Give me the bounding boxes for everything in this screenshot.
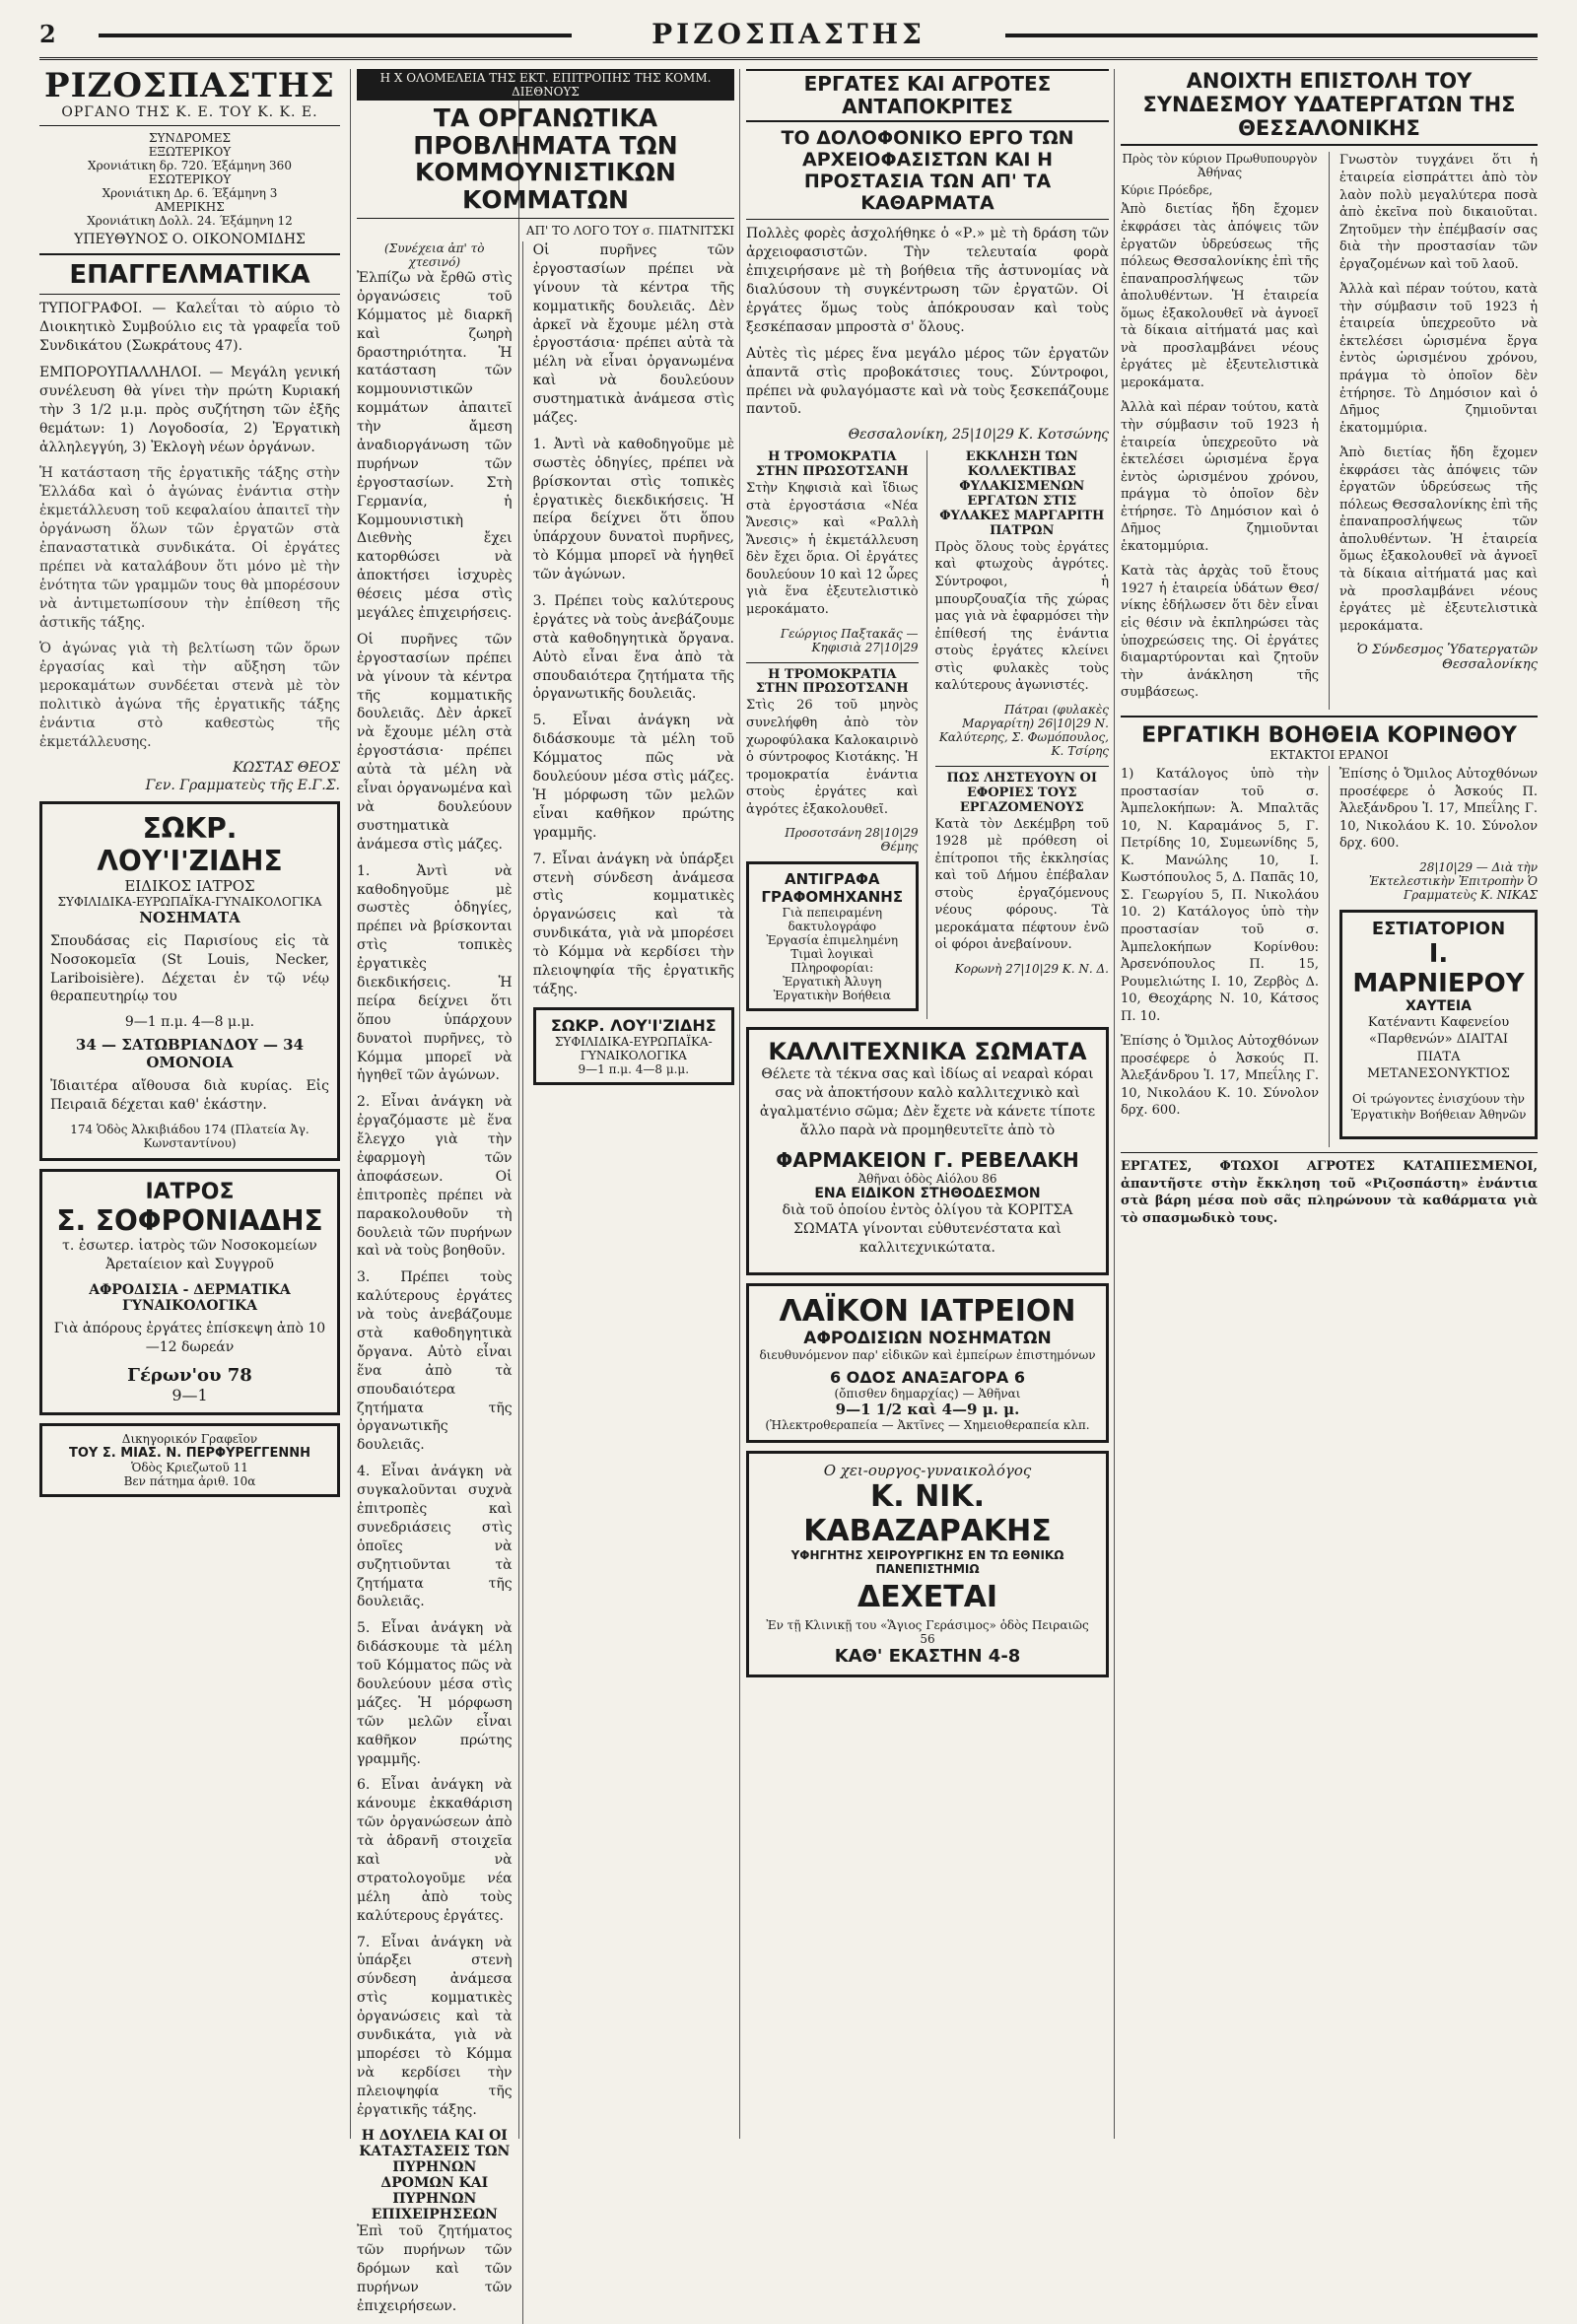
report-paragraph: Πρὸς ὅλους τοὺς ἐργάτες καὶ φτωχοὺς ἀγρότες. Σύντροφοι, ἡ μπουρζουαζία τῆς χώρας μας γιὰ νὰ ἐφαρμόσει τὴν ἐπίθεσή της ἐνάντια στοὺς ἐργάτες κλείνει στὶς φυλακὲς τοὺς καλύτερους ἀγωνιστές. — [934, 539, 1109, 694]
ad-address: Γέρων'ου 78 — [127, 1364, 252, 1386]
ad-line: Ἐργατικὴ Ἀλυγη — [783, 975, 882, 990]
article-subhead: Η ΔΟΥΛΕΙΑ ΚΑΙ ΟΙ ΚΑΤΑΣΤΑΣΕΙΣ ΤΩΝ ΠΥΡΗΝΩΝ ΔΡΟΜΩΝ ΚΑΙ ΠΥΡΗΝΩΝ ΕΠΙΧΕΙΡΗΣΕΩΝ — [359, 2127, 511, 2222]
divider — [746, 662, 919, 663]
ad-address: Ὁδὸς Κριεζωτοῦ 11 — [131, 1460, 248, 1474]
signature-role: Γεν. Γραμματεὺς τῆς Ε.Γ.Σ. — [145, 777, 340, 793]
ad-hours: ΚΑΘ' ΕΚΑΣΤΗΝ 4-8 — [834, 1646, 1021, 1668]
article-paragraph: 1. Ἀντὶ νὰ καθοδηγοῦμε μὲ σωστὲς ὁδηγίες, πρέπει νὰ βρίσκονται στὶς τοπικὲς ἐργατικὲς διεκδικήσεις. Ἡ πείρα δείχνει ὅτι ὅπου ὑπάρχουν δυνατοὶ πυρῆνες, τὸ Κόμμα μπορεῖ νὰ ἡγηθεῖ τῶν ἀγώνων. — [357, 862, 513, 1084]
continued-note: (Συνέχεια ἀπ' τὸ χτεσινό) — [384, 241, 485, 269]
section-kicker: ΕΚΤΑΚΤΟΙ ΕΡΑΝΟΙ — [1269, 748, 1389, 763]
page-number: 2 — [39, 20, 56, 48]
signature: Θεσσαλονίκη, 25|10|29 Κ. Κοτσώνης — [848, 427, 1109, 444]
divider — [935, 766, 1109, 767]
report-paragraph: Κατὰ τὸν Δεκέμβρη τοῦ 1928 μὲ πρόθεση οἱ ἐπίτροποι τῆς ἐκκλησίας καὶ τοῦ Δήμου ἐπέβαλαν στοὺς ἐργαζόμενους νέους φόρους. Τὰ μεροκάματα πέφτουν ἐνῶ οἱ φόροι ἀνεβαίνουν. — [934, 816, 1109, 953]
ad-text: τ. ἐσωτερ. ἰατρὸς τῶν Νοσοκομείων Ἀρεταίειον καὶ Συγγροῦ — [62, 1238, 317, 1272]
article-paragraph: Ἡ κατάσταση τῆς ἐργατικῆς τάξης στὴν Ἑλλάδα καὶ ὁ ἀγώνας ἐνάντια στὴν ἐκμετάλλευση τοῦ κεφαλαίου ἀπαιτεῖ τὴν ὀργάνωση ὅλων τῶν ἐργατῶν στὰ ἐπαναστατικὰ συνδικάτα. Οἱ ἐργάτες πρέπει νὰ καταλάβουν ὅτι μόνο μὲ τὴν ἑνότητα τῶν γραμμῶν τους θὰ μπορέσουν νὰ ἀντιμετωπίσουν τὴν ἐπίθεση τῆς ἀστικῆς τάξης. — [39, 465, 340, 631]
paper-subtitle: ΟΡΓΑΝΟ ΤΗΣ Κ. Ε. ΤΟΥ Κ. Κ. Ε. — [61, 103, 318, 120]
section-banner: ΕΡΓΑΤΕΣ ΚΑΙ ΑΓΡΟΤΕΣ ΑΝΤΑΠΟΚΡΙΤΕΣ — [746, 69, 1109, 122]
ad-line: Τιμαὶ λογικαὶ — [790, 947, 874, 962]
divider — [1121, 716, 1538, 718]
ad-subject: ΝΟΣΗΜΑΤΑ — [139, 908, 240, 926]
article-column — [533, 241, 734, 2324]
ad-surgeon — [746, 1451, 1109, 1677]
article-paragraph: 6. Εἶναι ἀνάγκη νὰ κάνουμε ἐκκαθάριση τῶν ὀργανώσεων ἀπὸ τὰ ἀδρανῆ στοιχεῖα καὶ νὰ στρατολογοῦμε νέα μέλη ἀπὸ τοὺς καλύτερους ἐργάτες. — [357, 1777, 513, 1924]
article-paragraph: 4. Εἶναι ἀνάγκη νὰ συγκαλοῦνται συχνὰ ἐπιτροπὲς καὶ συνεδριάσεις στὶς ὁποῖες νὰ συζητιοῦνται τὰ ζητήματα τῆς δουλειᾶς. — [357, 1464, 513, 1610]
ad-specialty: ΣΥΦΙΛΙΔΙΚΑ-ΕΥΡΩΠΑΪΚΑ-ΓΥΝΑΙΚΟΛΟΓΙΚΑ — [57, 894, 322, 909]
subscription-line: Χρονιάτικη Δολλ. 24. Έξάμηνη 12 — [87, 213, 293, 228]
subscription-heading: ΣΥΝΔΡΟΜΕΣ — [148, 130, 231, 145]
ad-hours: 9—1 — [171, 1385, 208, 1404]
ad-where: Ἐν τῇ Κλινικῇ του «Ἅγιος Γεράσιμος» ὁδὸς Πειραιῶς 56 — [766, 1618, 1089, 1647]
appeal-paragraph: ΕΡΓΑΤΕΣ, ΦΤΩΧΟΙ ΑΓΡΟΤΕΣ ΚΑΤΑΠΙΕΣΜΕΝΟΙ, ἀπαντῆστε στὴν ἔκκληση τοῦ «Ριζοσπάστη» ἐνάντια στὰ βάρη μέσα ποὺ σᾶς πληρώνουν τὰ καθάρματα γιὰ τὸ σπασμωδικὸ τους. — [1121, 1159, 1538, 1226]
divider — [357, 218, 734, 219]
ad-specialty: ΑΦΡΟΔΙΣΙΑ - ΔΕΡΜΑΤΙΚΑ ΓΥΝΑΙΚΟΛΟΓΙΚΑ — [89, 1281, 291, 1314]
article-paragraph: Οἱ πυρῆνες τῶν ἐργοστασίων πρέπει νὰ γίνουν τὰ κέντρα τῆς κομματικῆς δουλειᾶς. Δὲν ἀρκεῖ νὰ ἔχουμε μέλη στὰ ἐργοστάσια· πρέπει αὐτὰ τὰ μέλη νὰ εἶναι ὀργανωμένα καὶ νὰ δουλεύουν συστηματικὰ ἀνάμεσα στὶς μάζες. — [357, 631, 513, 853]
ad-title: ΕΣΤΙΑΤΟΡΙΟΝ — [1371, 918, 1506, 939]
ad-title: ΛΑΪΚΟΝ ΙΑΤΡΕΙΟΝ — [779, 1294, 1076, 1330]
ad-subtitle: ΑΦΡΟΔΙΣΙΩΝ ΝΟΣΗΜΑΤΩΝ — [803, 1329, 1052, 1349]
ad-line: Γιὰ πεπειραμένη δακτυλογράφο — [782, 906, 883, 934]
column-3 — [746, 69, 1109, 2139]
report-paragraph: Στὴν Κηφισιὰ καὶ ἴδιως στὰ ἐργοστάσια «Νέα Ἄνεσις» καὶ «Ραλλὴ Ἄνεσις» ἡ ἐκμετάλλευση δὲν ἔχει ὅρια. Οἱ ἐργάτες δουλεύουν 10 καὶ 12 ὧρες γιὰ ἕνα ἐξευτελιστικὸ μεροκάματο. — [746, 481, 919, 617]
ad-lawyer — [39, 1423, 340, 1497]
divider — [39, 253, 340, 255]
article-paragraph: 7. Εἶναι ἀνάγκη νὰ ὑπάρξει στενὴ σύνδεση ἀνάμεσα στὶς κομματικὲς ὀργανώσεις καὶ τὰ συνδικάτα, γιὰ νὰ μπορέσει τὸ Κόμμα νὰ κερδίσει τὴν πλειοψηφία τῆς ἐργατικῆς τάξης. — [357, 1934, 513, 2118]
divider — [1121, 1152, 1538, 1153]
ad-name: ΣΩΚΡ. ΛΟΥ'Ι'ΖΙΔΗΣ — [550, 1015, 717, 1035]
ad-tail: διὰ τοῦ ὁποίου ἐντὸς ὀλίγου τὰ ΚΟΡΙΤΣΑ ΣΩΜΑΤΑ γίνονται εὐθυτενέστατα καὶ καλλιτεχνικώτατα. — [782, 1201, 1073, 1256]
column-separator — [350, 69, 351, 2139]
signature: ΚΩΣΤΑΣ ΘΕΟΣ — [233, 759, 340, 776]
paper-title: ΡΙΖΟΣΠΑΣΤΗΣ — [44, 66, 335, 105]
report-title: ΕΚΚΛΗΣΗ ΤΩΝ ΚΟΛΛΕΚΤΙΒΑΣ ΦΥΛΑΚΙΣΜΕΝΩΝ ΕΡΓΑΤΩΝ ΣΤΙΣ ΦΥΛΑΚΕΣ ΜΑΡΓΑΡΙΤΗ ΠΑΤΡΩΝ — [939, 449, 1105, 538]
subscription-heading: ΕΞΩΤΕΡΙΚΟΥ — [148, 144, 232, 159]
letter-closing: Ὁ Σύνδεσμος Ὑδατεργατῶν Θεσσαλονίκης — [1356, 643, 1538, 673]
donations-column — [1121, 766, 1319, 1147]
column-2 — [357, 69, 734, 2314]
ad-kicker: Ο χει-ουργος-γυναικολόγος — [823, 1462, 1032, 1480]
article-headline: ΤΑ ΟΡΓΑΝΩΤΙΚΑ ΠΡΟΒΛΗΜΑΤΑ ΤΩΝ ΚΟΜΜΟΥΝΙΣΤΙΚΩΝ ΚΟΜΜΑΤΩΝ — [413, 103, 678, 214]
subscription-heading: ΕΣΩΤΕΡΙΚΟΥ — [148, 171, 232, 186]
article-paragraph: Οἱ πυρῆνες τῶν ἐργοστασίων πρέπει νὰ γίνουν τὰ κέντρα τῆς κομματικῆς δουλειᾶς. Δὲν ἀρκεῖ νὰ ἔχουμε μέλη στὰ ἐργοστάσια· πρέπει αὐτὰ τὰ μέλη νὰ εἶναι ὀργανωμένα καὶ νὰ δουλεύουν συστηματικὰ ἀνάμεσα στὶς μάζες. — [532, 242, 734, 427]
ad-note: (Ἠλεκτροθεραπεία — Ἀκτῖνες — Χημειοθεραπεία κλπ. — [765, 1418, 1090, 1433]
letter-paragraph: Γνωστὸν τυγχάνει ὅτι ἡ ἑταιρεία εἰσπράττει ἀπὸ τὸν λαὸν πολὺ μεγαλύτερα ποσὰ ἀπὸ ἐκεῖνα ποὺ δικαιοῦται. Ζητοῦμεν τὴν ἐπέμβασίν σας διὰ τὴν προστασίαν τῶν ἐργαζομένων καὶ τοῦ λαοῦ. — [1338, 153, 1538, 272]
donations-paragraph: Ἐπίσης ὁ Ὄμιλος Αὐτοχθόνων προσέφερε ὁ Ἀσκούς Π. Ἀλεξάνδρου Ἱ. 17, Μπεΐλης Γ. 10, Νικολάου Κ. 10. Σύνολον δρχ. 600. — [1338, 767, 1538, 852]
ad-address: 6 ΟΔΟΣ ΑΝΑΞΑΓΟΡΑ 6 — [829, 1368, 1026, 1388]
ad-product: ΕΝΑ ΕΙΔΙΚΟΝ ΣΤΗΘΟΔΕΣΜΟΝ — [814, 1185, 1041, 1201]
ad-pharmacy: ΦΑΡΜΑΚΕΙΟΝ Γ. ΡΕΒΕΛΑΚΗ — [776, 1147, 1079, 1172]
notice-paragraph: ΤΥΠΟΓΡΑΦΟΙ. — Καλεΐται τὸ αύριο τὸ Διοικητικὸ Συμβούλιο εις τὰ γραφεΐα τοῦ Συνδικάτου (Σωκράτους 47). — [39, 301, 340, 355]
ad-restaurant — [1339, 910, 1538, 1140]
report-title: Η ΤΡΟΜΟΚΡΑΤΙΑ ΣΤΗΝ ΠΡΩΣΟΤΣΑΝΗ — [755, 666, 909, 697]
ad-name: ΣΩΚΡ. ΛΟΥ'Ι'ΖΙΔΗΣ — [97, 811, 283, 877]
article-paragraph: Πολλὲς φορὲς ἀσχολήθηκε ὁ «Ρ.» μὲ τὴ δράση τῶν ἀρχειοφασιστῶν. Τὴν τελευταία φορὰ ἐπιχειρήσανε μὲ τὴ βοήθεια τῆς ἀστυνομίας νὰ διαλύσουν τὴ συγκέντρωση τῶν ἐργατῶν. Οἱ ἐργάτες ὅμως τοὺς ἀπόκρουσαν καὶ τοὺς ξεσκέπασαν μπροστὰ σ' ὅλους. — [746, 226, 1109, 335]
subscription-heading: ΑΜΕΡΙΚΗΣ — [155, 199, 225, 214]
letter-paragraph: Ἀλλὰ καὶ πέραν τούτου, κατὰ τὴν σύμβασιν τοῦ 1923 ἡ ἑταιρεία ὑπεχρεοῦτο νὰ ἐκτελέσει ὡρισμένα ἔργα ἐντὸς ὡρισμένου χρόνου, πράγμα τὸ ὁποῖον δὲν ἐτήρησε. Τὸ Δημόσιον καὶ ὁ Δῆμος ζημιοῦνται ἑκατομμύρια. — [1338, 282, 1538, 436]
reports-grid — [746, 450, 1109, 1019]
ad-label: ΙΑΤΡΟΣ — [145, 1180, 235, 1205]
article-column — [357, 241, 513, 2324]
ad-text: Κατέναντι Καφενείου «Παρθενών» ΔΙΑΙΤΑΙ ΠΙΑΤΑ ΜΕΤΑΝΕΣΟΝΥΚΤΙΟΣ — [1367, 1014, 1510, 1082]
ad-note: Ἰδιαιτέρα αἴθουσα διὰ κυρίας. Εἰς Πειραιᾶ δέχεται καθ' ἑκάστην. — [50, 1078, 329, 1114]
subscription-line: Χρονιάτικη δρ. 720. Έξάμηνη 360 — [88, 158, 292, 172]
ad-address: Ἀθῆναι ὁδὸς Αἰόλου 86 — [857, 1171, 997, 1186]
ad-note: Οἱ τρώγοντες ἐνισχύουν τὴν Ἐργατικὴν Βοήθειαν Ἀθηνῶν — [1350, 1091, 1527, 1123]
article-paragraph: Αὐτὲς τὶς μέρες ἕνα μεγάλο μέρος τῶν ἐργατῶν ἀπαντᾶ στὶς προβοκάτσιες τους. Σύντροφοι, πρέπει νὰ φυλαγόμαστε καὶ νὰ τοὺς ξεσκεπάζουμε παντοῦ. — [746, 345, 1109, 418]
inner-separator — [1329, 152, 1330, 709]
inner-separator — [1329, 766, 1330, 1147]
reports-column — [935, 450, 1109, 1019]
ad-cta: ΔΕΧΕΤΑΙ — [857, 1580, 998, 1615]
reports-column — [746, 450, 919, 1019]
article-paragraph: 5. Εἶναι ἀνάγκη νὰ διδάσκουμε τὰ μέλη τοῦ Κόμματος πῶς νὰ δουλεύουν μέσα στὶς μάζες. Ἡ μόρφωση τῶν μελῶν εἶναι καθῆκον πρώτης γραμμῆς. — [357, 1620, 513, 1767]
section-title: ΕΠΑΓΓΕΛΜΑΤΙΚΑ — [69, 259, 310, 290]
article-headline: ΑΝΟΙΧΤΗ ΕΠΙΣΤΟΛΗ ΤΟΥ ΣΥΝΔΕΣΜΟΥ ΥΔΑΤΕΡΓΑΤΩΝ ΤΗΣ ΘΕΣΣΑΛΟΝΙΚΗΣ — [1121, 69, 1538, 146]
divider — [39, 294, 340, 295]
donations-body — [1121, 766, 1538, 1147]
ad-louizidis-small — [533, 1007, 734, 1085]
ad-text: διευθυνόμενον παρ' εἰδικῶν καὶ ἐμπείρων ἐπιστημόνων — [759, 1348, 1096, 1363]
article-paragraph: Ἐλπίζω νὰ ἔρθῶ στὶς ὀργανώσεις τοῦ Κόμματος μὲ διαρκῆ καὶ ζωηρὴ δραστηριότητα. Ἡ κατάσταση τῶν κομμουνιστικῶν κομμάτων ἀπαιτεῖ τὴν ἄμεση ἀναδιοργάνωση τῶν πυρήνων τῶν ἐργοστασίων. Στὴ Γερμανία, ἡ Κομμουνιστικὴ Διεθνὴς ἔχει κατορθώσει νὰ ἀποκτήσει ἰσχυρὲς θέσεις μέσα στὶς μεγάλες ἐπιχειρήσεις. — [357, 270, 513, 622]
article-paragraph: 5. Εἶναι ἀνάγκη νὰ διδάσκουμε τὰ μέλη τοῦ Κόμματος πῶς νὰ δουλεύουν μέσα στὶς μάζες. Ἡ μόρφωση τῶν μελῶν εἶναι καθῆκον πρώτης γραμμῆς. — [532, 713, 734, 841]
donations-paragraph: Ἐπίσης ὁ Ὄμιλος Αὐτοχθόνων προσέφερε ὁ Ἀσκούς Π. Ἀλεξάνδρου Ἱ. 17, Μπεΐλης Γ. 10, Νικολάου Κ. 10. Σύνολον δρχ. 600. — [1121, 1034, 1320, 1119]
ad-typing — [746, 861, 919, 1011]
ad-sofroniadis — [39, 1169, 340, 1415]
masthead-rule-left — [99, 34, 572, 37]
signature: Πάτραι (φυλακὲς Μαργαρίτη) 26|10|29 Ν. Καλύτερης, Σ. Φωμόπουλος, Κ. Τσίρης — [938, 702, 1109, 758]
section-title: ΕΡΓΑΤΙΚΗ ΒΟΗΘΕΙΑ ΚΟΡΙΝΘΟΥ — [1141, 722, 1517, 748]
letter-paragraph: Ἀπὸ διετίας ἤδη ἔχομεν ἐκφράσει τὰς ἀπόψεις τῶν ἐργατῶν ὑδρεύσεως τῆς πόλεως Θεσσαλονίκης ἐπὶ τῆς ἐπαναπροσλήψεως τῶν ἀπολυθέντων. Ἡ ἑταιρεία ὅμως ἐξακολουθεῖ νὰ ἀγνοεῖ τὰ δίκαια αἰτήματά μας καὶ νὰ προσλαμβάνει νέους ἐργάτες μὲ ἐξευτελιστικὰ μεροκάματα. — [1121, 202, 1320, 390]
signature: Κορωνὴ 27|10|29 Κ. Ν. Δ. — [954, 962, 1109, 977]
ad-name: Κ. ΝΙΚ. ΚΑΒΑΖΑΡΑΚΗΣ — [803, 1479, 1052, 1549]
report-title: ΠΩΣ ΛΗΣΤΕΥΟΥΝ ΟΙ ΕΦΟΡΙΕΣ ΤΟΥΣ ΕΡΓΑΖΟΜΕΝΟΥΣ — [946, 770, 1097, 815]
letter-addressee: Πρὸς τὸν κύριον Πρωθυπουργὸν Ἀθήνας — [1122, 152, 1318, 180]
donations-column — [1339, 766, 1538, 1147]
column-1 — [39, 66, 340, 2139]
column-4 — [1121, 69, 1538, 2139]
article-body — [357, 241, 734, 2324]
letter-column — [1121, 152, 1319, 709]
ad-line: Πληροφορίαι: — [790, 961, 874, 976]
donations-paragraph: 1) Κατάλογος ὑπὸ τὴν προστασίαν τοῦ σ. Ἀμπελοκήπων: Ἀ. Μπαλτᾶς 10, Ν. Καραμάνος 5, Γ. Πετρίδης 10, Συμεωνίδης 5, Κ. Μανώλης 10, Ι. Κωστόπουλος 5, Δ. Παπᾶς 10, Σ. Γεωργίου 5, Π. Νικολάου 10. 2) Κατάλογος ὑπὸ τὴν προστασίαν τοῦ σ. Ἀμπελοκήπων Κορίνθου: Ἀρσενόπουλος Π. 15, Ρουμελιώτης Ι. 10, Ζερβὸς Δ. 10, Θεοχάρης Ν. 10, Κάτσος Π. 10. — [1121, 767, 1320, 1024]
divider — [746, 219, 1109, 220]
letter-salutation: Κύριε Πρόεδρε, — [1121, 183, 1213, 198]
ad-note: Βεν πάτημα ἀριθ. 10α — [123, 1473, 256, 1488]
column-separator — [739, 69, 740, 2139]
article-paragraph: 2. Εἶναι ἀνάγκη νὰ ἐργαζόμαστε μὲ ἕνα ἔλεγχο γιὰ τὴν ἐφαρμογὴ τῶν ἀποφάσεων. Οἱ ἐπιτροπὲς πρέπει νὰ παρακολουθοῦν τὴ δουλειὰ τῶν πυρήνων καὶ νὰ τοὺς βοηθοῦν. — [357, 1094, 513, 1260]
article-paragraph: Ἐπὶ τοῦ ζητήματος τῶν πυρήνων τῶν δρόμων καὶ τῶν πυρήνων τῶν ἐπιχειρήσεων. — [357, 2223, 513, 2314]
ad-subtitle: ΥΦΗΓΗΤΗΣ ΧΕΙΡΟΥΡΓΙΚΗΣ ΕΝ ΤΩ ΕΘΝΙΚΩ ΠΑΝΕΠΙΣΤΗΜΙΩ — [790, 1548, 1064, 1577]
divider — [39, 125, 340, 126]
signature: Γεώργιος Παξτακᾶς — Κηφισιὰ 27|10|29 — [780, 626, 919, 654]
article-kicker: Η Χ ΟΛΟΜΕΛΕΙΑ ΤΗΣ ΕΚΤ. ΕΠΙΤΡΟΠΗΣ ΤΗΣ ΚΟΜΜ. ΔΙΕΘΝΟΥΣ — [357, 69, 734, 101]
ad-place: (ὄπισθεν δημαρχίας) — Ἀθῆναι — [834, 1387, 1021, 1401]
ad-title: ΑΝΤΙΓΡΑΦΑ ΓΡΑΦΟΜΗΧΑΝΗΣ — [761, 870, 904, 907]
ad-label: Δικηγορικόν Γραφεῖον — [121, 1431, 258, 1446]
letter-paragraph: Ἀπὸ διετίας ἤδη ἔχομεν ἐκφράσει τὰς ἀπόψεις τῶν ἐργατῶν ὑδρεύσεως τῆς πόλεως Θεσσαλονίκης ἐπὶ τῆς ἐπαναπροσλήψεως τῶν ἀπολυθέντων. Ἡ ἑταιρεία ὅμως ἐξακολουθεῖ νὰ ἀγνοεῖ τὰ δίκαια αἰτήματά μας καὶ νὰ προσλαμβάνει νέους ἐργάτες μὲ ἐξευτελιστικὰ μεροκάματα. — [1338, 445, 1538, 634]
article-paragraph: 7. Εἶναι ἀνάγκη νὰ ὑπάρξει στενὴ σύνδεση ἀνάμεσα στὶς κομματικὲς ὀργανώσεις καὶ τὰ συνδικάτα, γιὰ νὰ μπορέσει τὸ Κόμμα νὰ κερδίσει τὴν πλειοψηφία τῆς ἐργατικῆς τάξης. — [532, 851, 734, 997]
report-title: Η ΤΡΟΜΟΚΡΑΤΙΑ ΣΤΗΝ ΠΡΩΣΟΤΣΑΝΗ — [755, 449, 909, 480]
letter-paragraph: Ἀλλὰ καὶ πέραν τούτου, κατὰ τὴν σύμβασιν τοῦ 1923 ἡ ἑταιρεία ὑπεχρεοῦτο νὰ ἐκτελέσει ὡρισμένα ἔργα ἐντὸς ὡρισμένου χρόνου, πράγμα τὸ ὁποῖον δὲν ἐτήρησε. Τὸ Δημόσιον καὶ ὁ Δῆμος ζημιοῦνται ἑκατομμύρια. — [1121, 400, 1320, 554]
inner-separator — [522, 241, 523, 2324]
ad-place: ΧΑΥΤΕΙΑ — [1406, 997, 1472, 1014]
signature: 28|10|29 — Διὰ τὴν Ἐκτελεστικὴν Ἐπιτροπὴν Ὁ Γραμματεὺς Κ. ΝΙΚΑΣ — [1368, 859, 1538, 902]
signature: Προσοτσάνη 28|10|29 Θέμης — [785, 826, 919, 854]
ad-corsets — [746, 1027, 1109, 1275]
letter-column — [1339, 152, 1538, 709]
ad-address: 34 — ΣΑΤΩΒΡΙΑΝΔΟΥ — 34 ΟΜΟΝΟΙΑ — [75, 1036, 305, 1072]
report-paragraph: Στὶς 26 τοῦ μηνὸς συνελήφθη ἀπὸ τὸν χωροφύλακα Καλοκαιρινὸ ὁ σύντροφος Κιοτάκης. Ἡ τρομοκρατία ἐνάντια στοὺς ἐργάτες καὶ ἀγρότες ἐξακολουθεῖ. — [746, 698, 919, 817]
masthead-rule-right — [1005, 34, 1538, 37]
column-separator — [1114, 69, 1115, 2139]
ad-text: Θέλετε τὰ τέκνα σας καὶ ἰδίως αἱ νεαραὶ κόραι σας νὰ ἀποκτήσουν καλὸ καλλιτεχνικὸ καὶ ἀγαλματένιο σῶμα; Δὲν ἔχετε νὰ κάνετε τίποτε ἄλλο παρὰ νὰ προμηθευτεῖτε ἀπὸ τὸ — [759, 1066, 1096, 1138]
ad-specialty: ΣΥΦΙΛΙΔΙΚΑ-ΕΥΡΩΠΑΪΚΑ-ΓΥΝΑΙΚΟΛΟΓΙΚΑ — [554, 1034, 713, 1062]
subscription-line: Χρονιάτικη Δρ. 6. Έξάμηνη 3 — [102, 185, 278, 200]
ad-role: ΕΙΔΙΚΟΣ ΙΑΤΡΟΣ — [124, 876, 255, 895]
ad-louizidis — [39, 801, 340, 1161]
ad-line: Ἐργατικὴν Βοήθεια — [773, 989, 891, 1003]
ad-note: Γιὰ ἀπόρους ἐργάτες ἐπίσκεψη ἀπὸ 10—12 δωρεάν — [53, 1320, 326, 1355]
article-paragraph: 1. Ἀντὶ νὰ καθοδηγοῦμε μὲ σωστὲς ὁδηγίες, πρέπει νὰ βρίσκονται στὶς τοπικὲς ἐργατικὲς διεκδικήσεις. Ἡ πείρα δείχνει ὅτι ὅπου ὑπάρχουν δυνατοὶ πυρῆνες, τὸ Κόμμα μπορεῖ νὰ ἡγηθεῖ τῶν ἀγώνων. — [532, 436, 734, 583]
masthead — [39, 14, 1538, 60]
article-byline: ΑΠ' ΤΟ ΛΟΓΟ ΤΟΥ σ. ΠΙΑΤΝΙΤΣΚΙ — [525, 224, 734, 238]
responsible-editor: ΥΠΕΥΘΥΝΟΣ Ο. ΟΙΚΟΝΟΜΙΔΗΣ — [74, 231, 306, 247]
ad-line: Ἐργασία ἐπιμελημένη — [766, 933, 899, 948]
letter-body — [1121, 152, 1538, 709]
ad-title: ΚΑΛΛΙΤΕΧΝΙΚΑ ΣΩΜΑΤΑ — [768, 1038, 1087, 1066]
ad-name: ΤΟΥ Σ. ΜΙΑΣ. Ν. ΠΕΡΦΥΡΕΓΓΕΝΝΗ — [69, 1445, 310, 1461]
ad-name: Σ. ΣΟΦΡΟΝΙΑΔΗΣ — [56, 1204, 323, 1238]
ad-extra: 174 Ὁδὸς Ἀλκιβιάδου 174 (Πλατεία Ἀγ. Κωνσταντίνου) — [70, 1123, 309, 1151]
ad-hours: 9—1 π.μ. 4—8 μ.μ. — [124, 1014, 255, 1031]
ad-text: Σπουδάσας εἰς Παρισίους εἰς τὰ Νοσοκομεῖα (St Louis, Necker, Lariboisière). Δέχεται ἐν τῷ νέῳ θεραπευτηρίῳ του — [50, 932, 329, 1005]
ad-hours: 9—1 π.μ. 4—8 μ.μ. — [578, 1061, 690, 1076]
article-paragraph: 3. Πρέπει τοὺς καλύτερους ἐργάτες νὰ τοὺς ἀνεβάζουμε στὰ καθοδηγητικὰ ὄργανα. Αὐτὸ εἶναι ἕνα ἀπὸ τὰ σπουδαιότερα ζητήματα τῆς ὀργανωτικῆς δουλειᾶς. — [357, 1269, 513, 1454]
ad-hours: 9—1 1/2 καὶ 4—9 μ. μ. — [835, 1401, 1020, 1419]
article-headline: ΤΟ ΔΟΛΟΦΟΝΙΚΟ ΕΡΓΟ ΤΩΝ ΑΡΧΕΙΟΦΑΣΙΣΤΩΝ ΚΑΙ Η ΠΡΟΣΤΑΣΙΑ ΤΩΝ ΑΠ' ΤΑ ΚΑΘΑΡΜΑΤΑ — [781, 127, 1074, 214]
inner-separator — [926, 450, 927, 1019]
article-paragraph: 3. Πρέπει τοὺς καλύτερους ἐργάτες νὰ τοὺς ἀνεβάζουμε στὰ καθοδηγητικὰ ὄργανα. Αὐτὸ εἶναι ἕνα ἀπὸ τὰ σπουδαιότερα ζητήματα τῆς ὀργανωτικῆς δουλειᾶς. — [532, 593, 734, 703]
article-paragraph: Ὁ ἀγώνας γιὰ τὴ βελτίωση τῶν ὅρων ἐργασίας καὶ τὴν αὔξηση τῶν μεροκαμάτων συνδέεται στενὰ μὲ τὸν πολιτικὸ ἀγώνα τῆς ἐργατικῆς τάξης ἐνάντια στὸ καθεστὼς τῆς ἐκμετάλλευσης. — [39, 641, 340, 750]
notice-paragraph: ΕΜΠΟΡΟΥΠΑΛΛΗΛΟΙ. — Μεγάλη γενική συνέλευση θὰ γίνει τὴν πρώτη Κυριακή τὴν 3 1/2 μ.μ. πρὸς συζήτηση τῶν ἑξῆς θεμάτων: 1) Λογοδοσία, 2) Ἐργατικὴ ἀλληλεγγύη, 3) Ἐκλογὴ νέων ὀργάνων. — [39, 364, 340, 455]
ad-name: Ι. ΜΑΡΝΙΕΡΟΥ — [1352, 938, 1525, 998]
letter-paragraph: Κατὰ τὰς ἀρχὰς τοῦ ἔτους 1927 ἡ ἑταιρεία ὑδάτων Θεσ/νίκης ἐδήλωσεν ὅτι δὲν εἶναι εἰς θέσιν νὰ ἐκπληρώσει τὰς ὑποχρεώσεις της. Οἱ ἐργάτες διαμαρτύρονται καὶ ζητοῦν τὴν ἀνάκληση τῆς συμβάσεως. — [1121, 564, 1320, 701]
ad-clinic — [746, 1283, 1109, 1443]
running-title: ΡΙΖΟΣΠΑΣΤΗΣ — [651, 18, 926, 50]
